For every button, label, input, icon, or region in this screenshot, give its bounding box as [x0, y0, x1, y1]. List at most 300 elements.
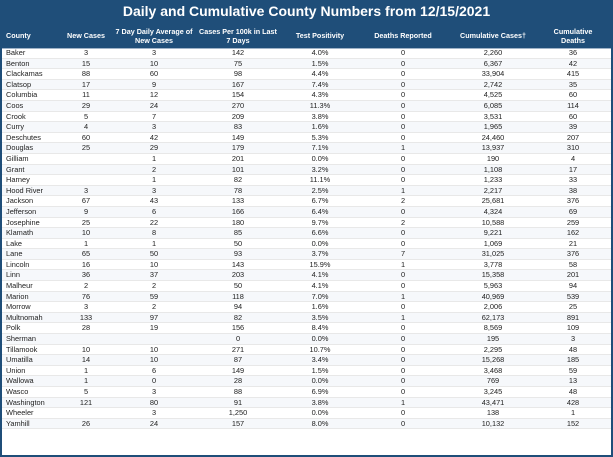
cumulative-cases-cell: 769 — [486, 376, 500, 386]
deaths-reported-cell: 0 — [400, 281, 406, 291]
avg-cell: 0 — [151, 376, 157, 386]
positivity-cell: 0.0% — [311, 408, 329, 418]
avg-cell: 19 — [149, 323, 159, 333]
positivity-cell: 11.1% — [309, 175, 331, 185]
new-cases-cell: 26 — [81, 418, 91, 428]
rate-cell: 149 — [231, 365, 245, 375]
table-row — [2, 270, 611, 281]
positivity-cell: 10.7% — [309, 344, 331, 354]
cumulative-deaths-cell: 114 — [567, 100, 579, 110]
county-cell: Tillamook — [6, 344, 38, 354]
cumulative-cases-cell: 2,006 — [483, 302, 503, 312]
cumulative-cases-cell: 13,937 — [481, 143, 505, 153]
county-cell: Clackamas — [6, 69, 43, 79]
cumulative-cases-cell: 9,221 — [483, 228, 503, 238]
rate-cell: 91 — [233, 397, 243, 407]
rate-cell: 1,250 — [228, 408, 248, 418]
table-row — [2, 323, 611, 334]
deaths-reported-cell: 0 — [400, 418, 406, 428]
cumulative-deaths-cell: 59 — [568, 365, 578, 375]
avg-cell: 10 — [149, 344, 159, 354]
table-row — [2, 175, 611, 186]
deaths-reported-cell: 0 — [400, 387, 406, 396]
new-cases-cell: 25 — [81, 143, 91, 153]
positivity-cell: 7.0% — [311, 291, 329, 301]
table-row — [2, 387, 611, 398]
county-cell: Lake — [6, 238, 23, 248]
cumulative-deaths-cell: 891 — [566, 312, 580, 322]
deaths-reported-cell: 0 — [400, 302, 406, 312]
cumulative-cases-cell: 15,268 — [481, 355, 505, 365]
cumulative-deaths-cell: 69 — [568, 206, 578, 216]
deaths-reported-cell: 1 — [400, 185, 406, 195]
deaths-reported-cell: 0 — [400, 122, 406, 132]
cumulative-deaths-cell: 207 — [566, 132, 580, 142]
cumulative-cases-cell: 5,963 — [483, 281, 503, 291]
positivity-cell: 8.0% — [311, 418, 329, 428]
county-cell: Wallowa — [6, 376, 34, 386]
table-row — [2, 334, 611, 345]
rate-cell: 83 — [233, 122, 243, 132]
county-cell: Clatsop — [6, 79, 32, 89]
table-row — [2, 249, 611, 260]
cumulative-cases-cell: 33,904 — [481, 69, 505, 79]
new-cases-cell: 88 — [81, 69, 91, 79]
positivity-cell: 6.9% — [311, 387, 329, 396]
cumulative-cases-cell: 3,245 — [483, 387, 503, 396]
positivity-cell: 0.0% — [311, 153, 329, 163]
new-cases-cell — [66, 334, 106, 345]
report-title: Daily and Cumulative County Numbers from 12/15/2021 — [122, 3, 491, 19]
deaths-reported-cell: 0 — [400, 334, 406, 344]
cumulative-cases-cell: 4,324 — [483, 206, 503, 216]
cumulative-deaths-cell: 3 — [570, 334, 576, 344]
new-cases-cell: 2 — [83, 281, 89, 291]
county-cell: Multnomah — [6, 312, 43, 322]
header-cumulative-deaths: Cumulative Deaths — [553, 26, 593, 45]
positivity-cell: 1.5% — [311, 365, 329, 375]
table-row — [2, 408, 611, 419]
new-cases-cell: 28 — [81, 323, 91, 333]
table-row — [2, 345, 611, 356]
table-row — [2, 69, 611, 80]
rate-cell: 133 — [231, 196, 245, 206]
deaths-reported-cell: 7 — [400, 249, 406, 259]
avg-cell: 1 — [151, 238, 157, 248]
avg-cell: 37 — [149, 270, 159, 280]
county-cell: Harney — [6, 175, 30, 185]
deaths-reported-cell: 0 — [400, 408, 406, 418]
cumulative-deaths-cell: 259 — [566, 217, 580, 227]
cumulative-cases-cell: 43,471 — [481, 397, 505, 407]
county-cell: Coos — [6, 100, 24, 110]
county-cell: Umatilla — [6, 355, 33, 365]
county-cell: Columbia — [6, 90, 38, 100]
cumulative-cases-cell: 3,531 — [483, 111, 503, 121]
new-cases-cell: 3 — [83, 185, 89, 195]
table-row — [2, 186, 611, 197]
cumulative-cases-cell: 6,085 — [483, 100, 503, 110]
cumulative-deaths-cell: 1 — [570, 408, 576, 418]
county-cell: Gilliam — [6, 153, 29, 163]
avg-cell: 10 — [149, 58, 159, 68]
county-cell: Yamhill — [6, 418, 30, 428]
county-cell: Crook — [6, 111, 26, 121]
cumulative-deaths-cell: 35 — [568, 79, 578, 89]
positivity-cell: 3.4% — [311, 355, 329, 365]
new-cases-cell: 5 — [83, 111, 89, 121]
table-row — [2, 218, 611, 229]
rate-cell: 93 — [233, 249, 243, 259]
positivity-cell: 6.7% — [311, 196, 329, 206]
cumulative-deaths-cell: 109 — [566, 323, 580, 333]
positivity-cell: 5.3% — [311, 132, 329, 142]
table-row — [2, 239, 611, 250]
positivity-cell: 4.1% — [311, 270, 329, 280]
deaths-reported-cell: 0 — [400, 228, 406, 238]
table-row — [2, 292, 611, 303]
county-cell: Klamath — [6, 228, 34, 238]
positivity-cell: 15.9% — [309, 259, 331, 269]
avg-cell: 6 — [151, 365, 157, 375]
cumulative-deaths-cell: 60 — [568, 90, 578, 100]
cumulative-deaths-cell: 39 — [568, 122, 578, 132]
cumulative-cases-cell: 3,778 — [483, 259, 503, 269]
county-cell: Washington — [6, 397, 45, 407]
cumulative-cases-cell: 1,069 — [483, 238, 503, 248]
rate-cell: 179 — [231, 143, 245, 153]
avg-cell: 7 — [151, 111, 157, 121]
new-cases-cell — [66, 165, 106, 176]
county-table — [2, 23, 611, 455]
cumulative-cases-cell: 2,742 — [483, 79, 503, 89]
deaths-reported-cell: 0 — [400, 79, 406, 89]
deaths-reported-cell: 0 — [400, 111, 406, 121]
avg-cell: 3 — [151, 122, 157, 132]
cumulative-cases-cell: 4,525 — [483, 90, 503, 100]
rate-cell: 85 — [233, 228, 243, 238]
table-row — [2, 112, 611, 123]
table-row — [2, 165, 611, 176]
rate-cell: 75 — [233, 58, 243, 68]
avg-cell: 3 — [151, 387, 157, 396]
deaths-reported-cell: 0 — [400, 164, 406, 174]
new-cases-cell: 121 — [79, 397, 93, 407]
rate-cell: 50 — [233, 238, 243, 248]
positivity-cell: 3.7% — [311, 249, 329, 259]
rate-cell: 94 — [233, 302, 243, 312]
rate-cell: 156 — [231, 323, 245, 333]
deaths-reported-cell: 2 — [400, 196, 406, 206]
cumulative-deaths-cell: 17 — [568, 164, 578, 174]
avg-cell: 1 — [151, 153, 157, 163]
county-cell: Jackson — [6, 196, 34, 206]
cumulative-deaths-cell: 185 — [566, 355, 580, 365]
table-row — [2, 90, 611, 101]
cumulative-cases-cell: 2,260 — [483, 48, 503, 57]
table-row — [2, 59, 611, 70]
positivity-cell: 3.8% — [311, 397, 329, 407]
cumulative-deaths-cell: 310 — [566, 143, 580, 153]
cumulative-cases-cell: 6,367 — [483, 58, 503, 68]
cumulative-cases-cell: 195 — [486, 334, 500, 344]
county-cell: Baker — [6, 48, 26, 57]
rate-cell: 143 — [231, 259, 245, 269]
positivity-cell: 4.1% — [311, 281, 329, 291]
table-row — [2, 419, 611, 430]
positivity-cell: 9.7% — [311, 217, 329, 227]
deaths-reported-cell: 1 — [400, 259, 406, 269]
positivity-cell: 4.0% — [311, 48, 329, 57]
rate-cell: 82 — [233, 312, 243, 322]
cumulative-deaths-cell: 415 — [566, 69, 580, 79]
positivity-cell: 4.4% — [311, 69, 329, 79]
avg-cell: 3 — [151, 185, 157, 195]
positivity-cell: 0.0% — [311, 376, 329, 386]
cumulative-deaths-cell: 428 — [566, 397, 580, 407]
new-cases-cell: 1 — [83, 376, 89, 386]
rate-cell: 87 — [233, 355, 243, 365]
cumulative-deaths-cell: 48 — [568, 387, 578, 396]
avg-cell: 24 — [149, 100, 159, 110]
deaths-reported-cell: 1 — [400, 143, 406, 153]
county-cell: Sherman — [6, 334, 36, 344]
new-cases-cell: 15 — [81, 58, 91, 68]
table-row — [2, 376, 611, 387]
cumulative-cases-cell: 2,295 — [483, 344, 503, 354]
new-cases-cell — [66, 154, 106, 165]
table-row — [2, 154, 611, 165]
table-row — [2, 101, 611, 112]
avg-cell: 43 — [149, 196, 159, 206]
table-row — [2, 122, 611, 133]
rate-cell: 149 — [231, 132, 245, 142]
rate-cell: 28 — [233, 376, 243, 386]
county-cell: Benton — [6, 58, 30, 68]
positivity-cell: 3.2% — [311, 164, 329, 174]
table-row — [2, 207, 611, 218]
table-row — [2, 398, 611, 409]
rate-cell: 180 — [231, 217, 245, 227]
new-cases-cell: 29 — [81, 100, 91, 110]
cumulative-deaths-cell: 42 — [568, 58, 578, 68]
positivity-cell: 7.4% — [311, 79, 329, 89]
deaths-reported-cell: 0 — [400, 323, 406, 333]
table-row — [2, 228, 611, 239]
deaths-reported-cell: 1 — [400, 312, 406, 322]
new-cases-cell: 65 — [81, 249, 91, 259]
new-cases-cell: 36 — [81, 270, 91, 280]
avg-cell: 50 — [149, 249, 159, 259]
county-cell: Lincoln — [6, 259, 30, 269]
rate-cell: 101 — [231, 164, 245, 174]
rate-cell: 201 — [231, 153, 245, 163]
table-header — [2, 23, 611, 49]
avg-cell: 8 — [151, 228, 157, 238]
new-cases-cell: 5 — [83, 387, 89, 396]
header-test-positivity: Test Positivity — [295, 31, 345, 40]
header-new-cases: New Cases — [67, 31, 105, 40]
table-row — [2, 313, 611, 324]
rate-cell: 209 — [231, 111, 245, 121]
rate-cell: 50 — [233, 281, 243, 291]
table-body — [2, 48, 611, 429]
avg-cell: 80 — [149, 397, 159, 407]
cumulative-cases-cell: 1,108 — [483, 164, 503, 174]
cumulative-deaths-cell: 201 — [566, 270, 580, 280]
positivity-cell: 7.1% — [311, 143, 329, 153]
avg-cell: 3 — [151, 48, 157, 57]
new-cases-cell: 11 — [82, 90, 90, 100]
positivity-cell: 6.6% — [311, 228, 329, 238]
positivity-cell: 1.6% — [311, 122, 329, 132]
new-cases-cell: 3 — [83, 48, 89, 57]
avg-cell: 24 — [149, 418, 159, 428]
table-row — [2, 355, 611, 366]
cumulative-deaths-cell: 152 — [566, 418, 580, 428]
cumulative-cases-cell: 3,468 — [483, 365, 503, 375]
new-cases-cell: 10 — [81, 228, 91, 238]
rate-cell: 0 — [235, 334, 241, 344]
deaths-reported-cell: 0 — [400, 206, 406, 216]
deaths-reported-cell: 0 — [400, 48, 406, 57]
table-row — [2, 281, 611, 292]
deaths-reported-cell: 0 — [400, 344, 406, 354]
new-cases-cell — [66, 408, 106, 419]
rate-cell: 118 — [232, 291, 244, 301]
table-row — [2, 48, 611, 59]
rate-cell: 166 — [231, 206, 245, 216]
avg-cell: 2 — [151, 281, 157, 291]
deaths-reported-cell: 0 — [400, 175, 406, 185]
county-cell: Lane — [6, 249, 23, 259]
new-cases-cell: 17 — [81, 79, 91, 89]
rate-cell: 98 — [233, 69, 243, 79]
deaths-reported-cell: 0 — [400, 69, 406, 79]
rate-cell: 270 — [231, 100, 245, 110]
table-row — [2, 366, 611, 377]
table-row — [2, 196, 611, 207]
avg-cell: 22 — [149, 217, 159, 227]
new-cases-cell: 133 — [79, 312, 93, 322]
deaths-reported-cell: 0 — [400, 100, 406, 110]
rate-cell: 154 — [231, 90, 245, 100]
table-row — [2, 143, 611, 154]
cumulative-cases-cell: 10,588 — [481, 217, 505, 227]
cumulative-deaths-cell: 38 — [568, 185, 578, 195]
positivity-cell: 0.0% — [311, 334, 329, 344]
positivity-cell: 3.5% — [311, 312, 329, 322]
avg-cell: 9 — [151, 79, 157, 89]
county-cell: Curry — [6, 122, 25, 132]
cumulative-cases-cell: 62,173 — [481, 312, 505, 322]
county-cell: Josephine — [6, 217, 40, 227]
header-cumulative-cases: Cumulative Cases† — [460, 31, 526, 40]
cumulative-cases-cell: 10,132 — [481, 418, 505, 428]
cumulative-cases-cell: 2,217 — [483, 185, 503, 195]
new-cases-cell: 25 — [81, 217, 91, 227]
new-cases-cell: 4 — [83, 122, 89, 132]
cumulative-cases-cell: 190 — [486, 153, 500, 163]
new-cases-cell: 3 — [83, 302, 89, 312]
rate-cell: 88 — [233, 387, 243, 396]
cumulative-deaths-cell: 48 — [568, 344, 578, 354]
avg-cell: 10 — [149, 355, 159, 365]
avg-cell: 1 — [151, 175, 157, 185]
header-deaths-reported: Deaths Reported — [374, 31, 432, 40]
rate-cell: 82 — [233, 175, 243, 185]
avg-cell: 12 — [149, 90, 159, 100]
cumulative-deaths-cell: 162 — [566, 228, 580, 238]
cumulative-cases-cell: 1,965 — [483, 122, 503, 132]
new-cases-cell: 1 — [83, 365, 89, 375]
positivity-cell: 3.8% — [311, 111, 329, 121]
positivity-cell: 1.6% — [311, 302, 329, 312]
county-cell: Grant — [6, 164, 25, 174]
new-cases-cell: 14 — [81, 355, 91, 365]
rate-cell: 271 — [231, 344, 245, 354]
cumulative-cases-cell: 8,569 — [483, 323, 503, 333]
avg-cell: 2 — [151, 302, 157, 312]
avg-cell: 29 — [149, 143, 159, 153]
county-cell: Wheeler — [6, 408, 34, 418]
cumulative-deaths-cell: 539 — [566, 291, 580, 301]
cumulative-deaths-cell: 94 — [568, 281, 578, 291]
county-cell: Douglas — [6, 143, 34, 153]
cumulative-cases-cell: 138 — [486, 408, 500, 418]
cumulative-deaths-cell: 25 — [568, 302, 578, 312]
header-cases-per-100k: Cases Per 100k in Last 7 Days — [199, 26, 277, 45]
avg-cell: 3 — [151, 408, 157, 418]
avg-cell: 97 — [149, 312, 159, 322]
cumulative-cases-cell: 15,358 — [481, 270, 505, 280]
county-cell: Jefferson — [6, 206, 37, 216]
new-cases-cell: 10 — [81, 344, 91, 354]
new-cases-cell: 9 — [83, 206, 89, 216]
cumulative-deaths-cell: 376 — [566, 196, 580, 206]
county-cell: Morrow — [6, 302, 31, 312]
county-cell: Polk — [6, 323, 21, 333]
cumulative-deaths-cell: 376 — [566, 249, 580, 259]
positivity-cell: 0.0% — [311, 238, 329, 248]
cumulative-deaths-cell: 33 — [568, 175, 578, 185]
cumulative-cases-cell: 40,969 — [481, 291, 505, 301]
deaths-reported-cell: 0 — [400, 90, 406, 100]
rate-cell: 167 — [231, 79, 245, 89]
new-cases-cell — [66, 175, 106, 186]
deaths-reported-cell: 1 — [400, 291, 406, 301]
avg-cell: 60 — [149, 69, 159, 79]
deaths-reported-cell: 1 — [400, 397, 406, 407]
table-row — [2, 260, 611, 271]
cumulative-cases-cell: 1,233 — [483, 175, 503, 185]
cumulative-cases-cell: 31,025 — [481, 249, 505, 259]
deaths-reported-cell: 0 — [400, 132, 406, 142]
positivity-cell: 4.3% — [311, 90, 329, 100]
deaths-reported-cell: 0 — [400, 270, 406, 280]
new-cases-cell: 60 — [81, 132, 91, 142]
cumulative-deaths-cell: 58 — [568, 259, 578, 269]
county-cell: Marion — [6, 291, 29, 301]
positivity-cell: 11.3% — [309, 100, 331, 110]
rate-cell: 157 — [231, 418, 245, 428]
cumulative-deaths-cell: 60 — [568, 111, 578, 121]
deaths-reported-cell: 0 — [400, 153, 406, 163]
cumulative-cases-cell: 24,460 — [481, 132, 505, 142]
county-cell: Linn — [6, 270, 20, 280]
county-cell: Union — [6, 365, 26, 375]
cumulative-deaths-cell: 4 — [570, 153, 576, 163]
